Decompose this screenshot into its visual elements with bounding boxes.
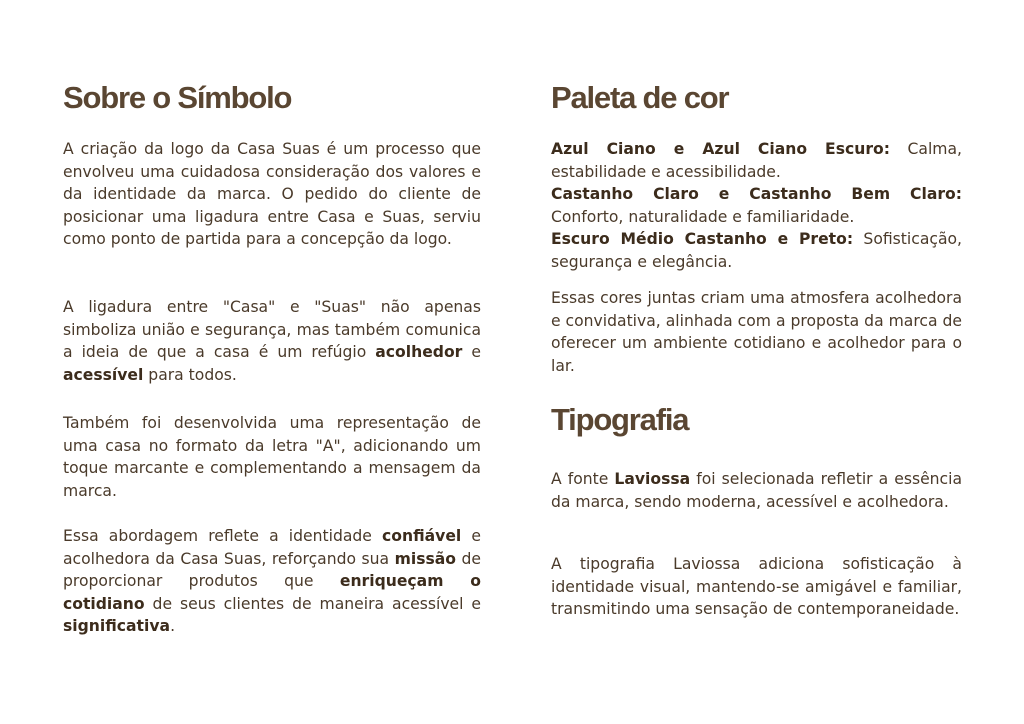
- paragraph-fonte: A fonte Laviossa foi selecionada refletir a essência da marca, sendo moderna, acessível e acolhedora.: [551, 470, 963, 511]
- section-title-tipografia: Tipografia: [551, 402, 689, 437]
- paragraph-ligadura: A ligadura entre "Casa" e "Suas" não apenas simboliza união e segurança, mas também comunica a ideia de que a casa é um refúgio acolhedor e acessível para todos.: [63, 298, 481, 384]
- section-title-simbolo: Sobre o Símbolo: [63, 80, 292, 115]
- paragraph-abordagem: Essa abordagem reflete a identidade confiável e acolhedora da Casa Suas, reforçando sua missão de proporcionar produtos que enriqueçam o cotidiano de seus clientes de maneira acessível e significativa.: [63, 527, 481, 635]
- paragraph-tipografia: A tipografia Laviossa adiciona sofisticação à identidade visual, mantendo-se amigável e familiar, transmitindo uma sensação de contemporaneidade.: [551, 555, 962, 618]
- paragraph-criacao: A criação da logo da Casa Suas é um processo que envolveu uma cuidadosa consideração dos valores e da identidade da marca. O pedido do cliente de posicionar uma ligadura entre Casa e Suas, serviu como ponto de partida para a concepção da logo.: [63, 140, 481, 248]
- paragraph-cores: Essas cores juntas criam uma atmosfera acolhedora e convidativa, alinhada com a proposta da marca de oferecer um ambiente cotidiano e acolhedor para o lar.: [551, 289, 962, 375]
- section-title-paleta: Paleta de cor: [551, 80, 729, 115]
- paragraph-representacao: Também foi desenvolvida uma representação de uma casa no formato da letra "A", adicionando um toque marcante e complementando a mensagem da marca.: [63, 414, 481, 500]
- palette-list: Azul Ciano e Azul Ciano Escuro: Calma, estabilidade e acessibilidade. Castanho Claro e Castanho Bem Claro: Conforto, naturalidade e familiaridade. Escuro Médio Castanho e Preto: Sofisticação, segurança e elegância.: [551, 140, 963, 271]
